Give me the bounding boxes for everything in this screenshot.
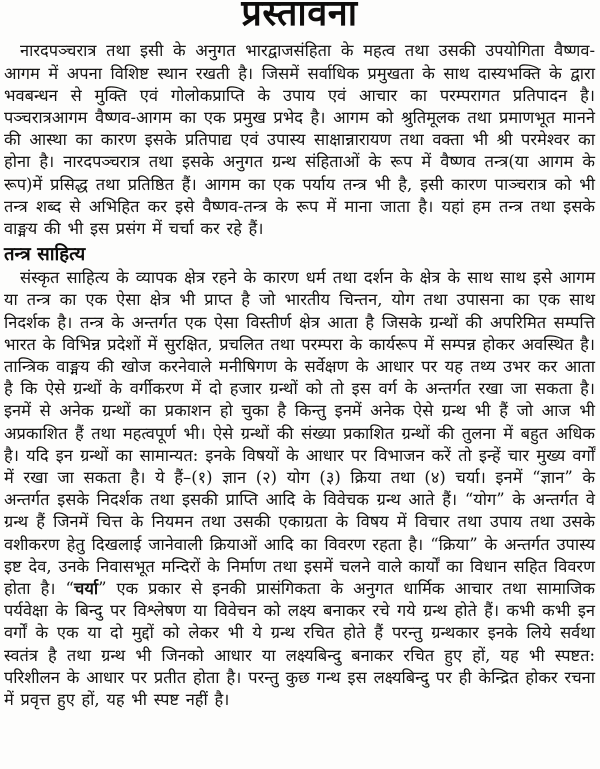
section-heading-tantra-sahitya: तन्त्र साहित्य: [4, 244, 86, 266]
paragraph-text-before-bold: संस्कृत साहित्य के व्यापक क्षेत्र रहने के कारण धर्म तथा दर्शन के क्षेत्र के साथ साथ इसे आगम या तन्त्र का एक ऐसा क्षेत्र भी प्राप्त है जो भारतीय चिन्तन, योग तथा उपासना का एक साथ निदर्शक है। तन्त्र के अन्तर्गत एक ऐसा विस्तीर्ण क्षेत्र आता है जिसके ग्रन्थों की अपरिमित सम्पत्ति भारत के विभिन्न प्रदेशों में सुरक्षित, प्रचलित तथा परम्परा के कार्यरूप में सम्पन्न होकर अवस्थित है। तान्त्रिक वाङ्मय की खोज करनेवाले मनीषिगण के सर्वेक्षण के आधार पर यह तथ्य उभर कर आता है कि ऐसे ग्रन्थों के वर्गीकरण में दो हजार ग्रन्थों को तो इस वर्ग के अन्तर्गत रखा जा सकता है। इनमें से अनेक ग्रन्थों का प्रकाशन हो चुका है किन्तु इनमें अनेक ऐसे ग्रन्थ भी हैं जो आज भी अप्रकाशित हैं तथा महत्वपूर्ण भी। ऐसे ग्रन्थों की संख्या प्रकाशित ग्रन्थों की तुलना में बहुत अधिक है। यदि इन ग्रन्थों का सामान्यत: इनके विषयों के आधार पर विभाजन करें तो इन्हें चार मुख्य वर्गों में रखा जा सकता है। ये हैं–(१) ज्ञान (२) योग (३) क्रिया तथा (४) चर्या। इनमें “ज्ञान” के अन्तर्गत इसके निदर्शक तथा इसकी प्राप्ति आदि के विवेचक ग्रन्थ आते हैं। “योग” के अन्तर्गत वे ग्रन्थ हैं जिनमें चित्त के नियमन तथा उसकी एकाग्रता के विषय में विचार तथा उपाय तथा उसके वशीकरण हेतु दिखलाई जानेवाली क्रियाओं आदि का विवरण रहता है। “क्रिया” के अन्तर्गत उपास्य इष्ट देव, उनके निवासभूत मन्दिरों के निर्माण तथा इसमें चलने वाले कार्यों का विधान सहित विवरण होता है। “: [4, 268, 595, 599]
page-title: प्रस्तावना: [241, 0, 358, 34]
paragraph-intro: नारदपञ्चरात्र तथा इसी के अनुगत भारद्वाजसंहिता के महत्व तथा उसकी उपयोगिता वैष्णव-आगम में अपना विशिष्ट स्थान रखती है। जिसमें सर्वाधिक प्रमुखता के साथ दास्यभक्ति के द्वारा भवबन्धन से मुक्ति एवं गोलोकप्राप्ति के उपाय एवं आचार का परम्परागत प्रतिपादन है। पञ्चरात्रआगम वैष्णव-आगम का एक प्रमुख प्रभेद है। आगम को श्रुतिमूलक तथा प्रमाणभूत मानने की आस्था का कारण इसके प्रतिपाद्य एवं उपास्य साक्षान्नारायण तथा वक्ता भी श्री परमेश्वर का होना है। नारदपञ्चरात्र तथा इसके अनुगत ग्रन्थ संहिताओं के रूप में वैष्णव तन्त्र(या आगम के रूप)में प्रसिद्ध तथा प्रतिष्ठित हैं। आगम का एक पर्याय तन्त्र भी है, इसी कारण पाञ्चरात्र को भी तन्त्र शब्द से अभिहित कर इसे वैष्णव-तन्त्र के रूप में माना जाता है। यहां हम तन्त्र तथा इसके वाङ्मय की भी इस प्रसंग में चर्चा कर रहे हैं।: [4, 41, 595, 239]
bold-term-charya: चर्या: [73, 579, 99, 599]
paragraph-tantra-sahitya: [4, 267, 595, 711]
paragraph-text-after-bold: ” एक प्रकार से इनकी प्रासंगिकता के अनुगत धार्मिक आचार तथा सामाजिक पर्यवेक्षा के बिन्दु पर विश्लेषण या विवेचन को लक्ष्य बनाकर रचे गये ग्रन्थ होते हैं। कभी कभी इन वर्गों के एक या दो मुद्दों को लेकर भी ये ग्रन्थ रचित होते हैं परन्तु ग्रन्थकार इनके लिये सर्वथा स्वतंत्र है तथा ग्रन्थ भी जिनको आधार या लक्ष्यबिन्दु बनाकर रचित हुए हों, यह भी स्पष्टत: परिशीलन के आधार पर प्रतीत होता है। परन्तु कुछ गन्थ इस लक्ष्यबिन्दु पर ही केन्द्रित होकर रचना में प्रवृत्त हुए हों, यह भी स्पष्ट नहीं है।: [4, 579, 595, 710]
